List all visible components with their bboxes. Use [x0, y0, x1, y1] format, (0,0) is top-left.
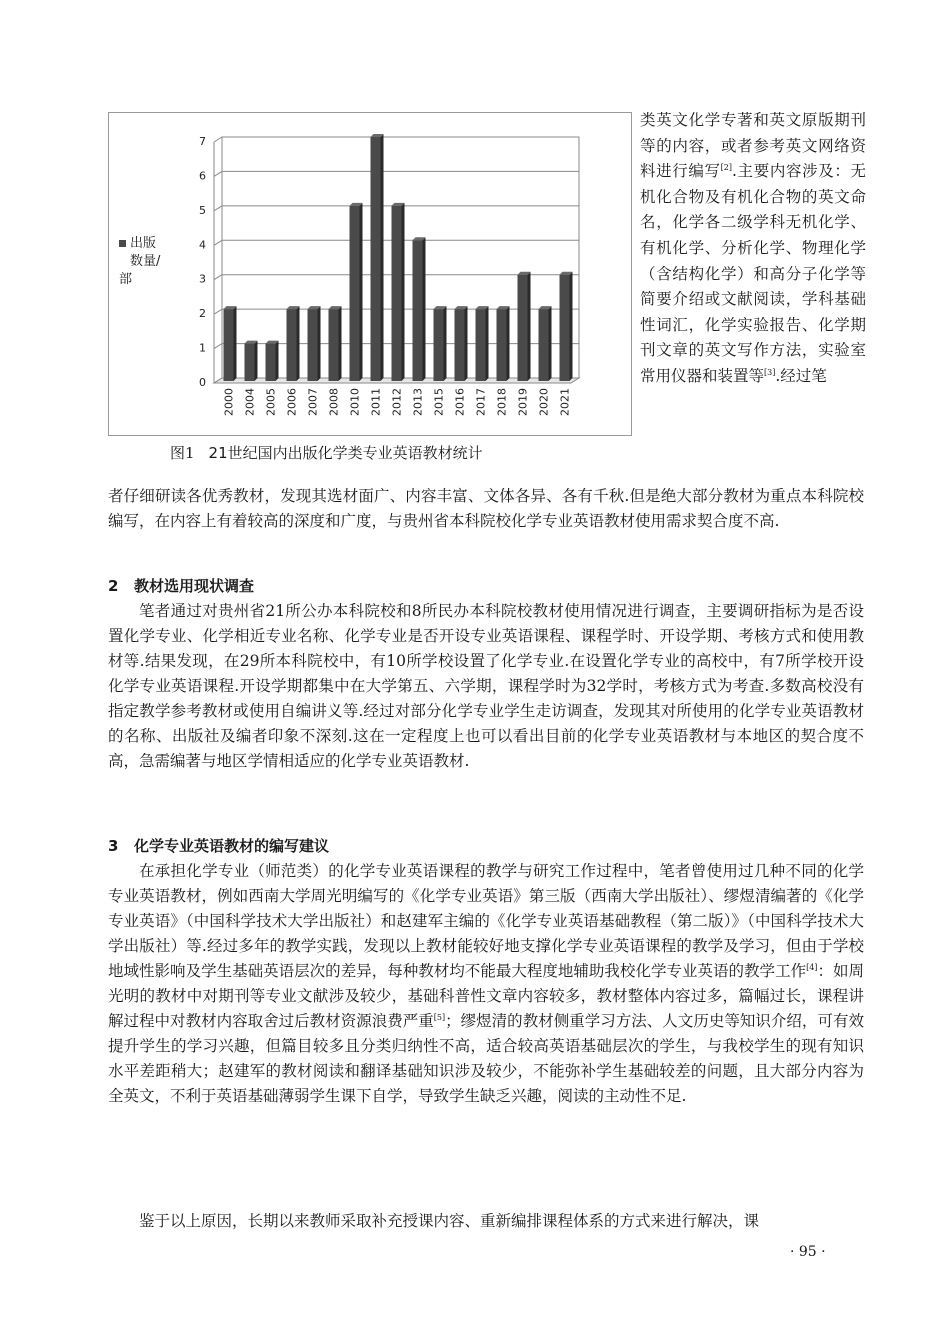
bar-side [297, 306, 300, 381]
x-tick-label: 2010 [348, 388, 362, 416]
figure-caption [170, 442, 483, 463]
bar-side [402, 203, 405, 381]
legend-swatch [119, 240, 126, 247]
bar [497, 309, 507, 381]
y-tick-label: 4 [199, 238, 206, 252]
bar-side [360, 203, 363, 381]
x-tick-label: 2005 [264, 388, 278, 416]
bar-side [549, 306, 552, 381]
bar [476, 309, 486, 381]
x-tick-label: 2020 [537, 388, 551, 416]
bar-side [234, 306, 237, 381]
x-tick-label: 2019 [516, 388, 530, 416]
x-tick-label: 2015 [432, 388, 446, 416]
x-tick-label: 2016 [453, 388, 467, 416]
x-tick-label: 2021 [558, 388, 572, 416]
paragraph-continuation: 者仔细研读各优秀教材，发现其选材面广、内容丰富、文体各异、各有千秋.但是绝大部分教材为重点本科院校编写，在内容上有着较高的深度和广度，与贵州省本科院校化学专业英语教材使用需求契合度不高. [108, 487, 864, 530]
gridline-side [214, 240, 222, 245]
page-number: · 95 · [790, 1244, 826, 1260]
bar-side [507, 306, 510, 381]
right-col-text3: .经过笔 [775, 366, 827, 385]
y-tick-label: 3 [199, 272, 206, 286]
section-3-p1-b: ：如周光明的教材中对期刊等专业文献涉及较少，基础科普性文章内容较多，教材整体内容过多，篇幅过长，课程讲解过程中对教材内容取舍过后教材资源浪费严重 [108, 962, 864, 1030]
citation-3: [3] [764, 367, 776, 377]
bar-side [276, 341, 279, 381]
gridline-side [214, 206, 222, 211]
bar [308, 309, 318, 381]
x-tick-label: 2006 [285, 388, 299, 416]
bar [329, 309, 339, 381]
section-3-number: 3 [108, 837, 119, 855]
gridline-side [214, 309, 222, 314]
x-tick-label: 2008 [327, 388, 341, 416]
section-3-p1-c: ；缪煜清的教材侧重学习方法、人文历史等知识介绍，可有效提升学生的学习兴趣，但篇目较多且分类归纳性不高，适合较高英语基础层次的学生，与我校学生的现有知识水平差距稍大；赵建军的教材阅读和翻译基础知识涉及较少，不能弥补学生基础较差的问题，且大部分内容为全英文，不利于英语基础薄弱学生课下自学，导致学生缺乏兴趣，阅读的主动性不足. [108, 1012, 864, 1105]
gridline-side [214, 137, 222, 142]
bar-side [255, 341, 258, 381]
section-3-paragraph-2: 鉴于以上原因，长期以来教师采取补充授课内容、重新编排课程体系的方式来进行解决，课 [139, 1212, 760, 1230]
x-tick-label: 2017 [474, 388, 488, 416]
section-2-number: 2 [108, 577, 119, 595]
x-tick-label: 2012 [390, 388, 404, 416]
y-tick-label: 2 [199, 307, 206, 321]
bar-side [528, 272, 531, 381]
bar [455, 309, 465, 381]
right-col-text2: .主要内容涉及：无机化合物及有机化合物的英文命名，化学各二级学科无机化学、有机化学、分析化学、物理化学（含结构化学）和高分子化学等简要介绍或文献阅读，学科基础性词汇，化学实验报告、化学期刊文章的英文写作方法，实验室常用仪器和装置等 [640, 162, 866, 385]
legend-line3: 部 [119, 272, 133, 287]
bar [266, 344, 276, 381]
bar [392, 206, 402, 381]
citation-2: [2] [720, 163, 732, 173]
citation-5: [5] [433, 1012, 446, 1022]
legend-line1: 出版 [130, 236, 157, 251]
bar-side [444, 306, 447, 381]
caption-text: 21世纪国内出版化学类专业英语教材统计 [208, 444, 483, 462]
section-3-heading [108, 835, 329, 857]
bar-side [381, 134, 384, 381]
bar-side [486, 306, 489, 381]
bar-side [570, 272, 573, 381]
gridline-side [214, 171, 222, 176]
bar-chart [108, 112, 632, 436]
bar-side [423, 237, 426, 381]
bar [245, 344, 255, 381]
caption-label: 图1 [170, 444, 195, 462]
bar [371, 137, 381, 381]
y-tick-label: 5 [199, 203, 206, 217]
bar [560, 275, 570, 381]
legend-line2: 数量/ [130, 254, 161, 269]
bar [287, 309, 297, 381]
chart-svg [109, 113, 631, 435]
y-tick-label: 7 [199, 135, 206, 148]
y-tick-label: 0 [199, 376, 206, 389]
x-tick-label: 2018 [495, 388, 509, 416]
section-2-paragraph: 笔者通过对贵州省21所公办本科院校和8所民办本科院校教材使用情况进行调查，主要调研指标为是否设置化学专业、化学相近专业名称、化学专业是否开设专业英语课程、课程学时、开设学期、考核方式和使用教材等.结果发现，在29所本科院校中，有10所学校设置了化学专业.在设置化学专业的高校中，有7所学校开设化学专业英语课程.开设学期都集中在大学第五、六学期，课程学时为32学时，考核方式为考查.多数高校没有指定教学参考教材或使用自编讲义等.经过对部分化学专业学生走访调查，发现其对所使用的化学专业英语教材的名称、出版社及编者印象不深刻.这在一定程度上也可以看出目前的化学专业英语教材与本地区的契合度不高，急需编著与地区学情相适应的化学专业英语教材. [108, 602, 864, 770]
y-tick-label: 1 [199, 341, 206, 355]
section-3-paragraph-1 [108, 859, 864, 1109]
bar [350, 206, 360, 381]
x-tick-label: 2013 [411, 388, 425, 416]
bar-side [339, 306, 342, 381]
section-2-title: 教材选用现状调查 [134, 577, 255, 595]
bar-side [318, 306, 321, 381]
right-col-text1: 类英文化学专著和英文原版期刊等的内容，或者参考英文网络资料进行编写 [640, 111, 866, 181]
bar [539, 309, 549, 381]
citation-4: [4] [806, 962, 818, 972]
gridline-side [214, 344, 222, 349]
x-tick-label: 2011 [369, 388, 383, 416]
bar [434, 309, 444, 381]
bar [518, 275, 528, 381]
chart-legend [119, 235, 179, 289]
x-tick-label: 2004 [243, 388, 257, 416]
right-column-text [640, 108, 866, 390]
y-tick-label: 6 [199, 169, 206, 183]
gridline-side [214, 275, 222, 280]
section-2-heading [108, 575, 254, 597]
bar-side [465, 306, 468, 381]
section-3-p1-a: 在承担化学专业（师范类）的化学专业英语课程的教学与研究工作过程中，笔者曾使用过几种不同的化学专业英语教材，例如西南大学周光明编写的《化学专业英语》第三版（西南大学出版社）、缪煜清编著的《化学专业英语》（中国科学技术大学出版社）和赵建军主编的《化学专业英语基础教程（第二版）》（中国科学技术大学出版社）等.经过多年的教学实践，发现以上教材能较好地支撑化学专业英语课程的教学及学习，但由于学校地域性影响及学生基础英语层次的差异，每种教材均不能最大程度地辅助我校化学专业英语的教学工作 [108, 862, 864, 980]
section-3-title: 化学专业英语教材的编写建议 [134, 837, 330, 855]
x-tick-label: 2007 [306, 388, 320, 416]
bar [224, 309, 234, 381]
x-tick-label: 2000 [222, 388, 236, 416]
bar [413, 240, 423, 381]
